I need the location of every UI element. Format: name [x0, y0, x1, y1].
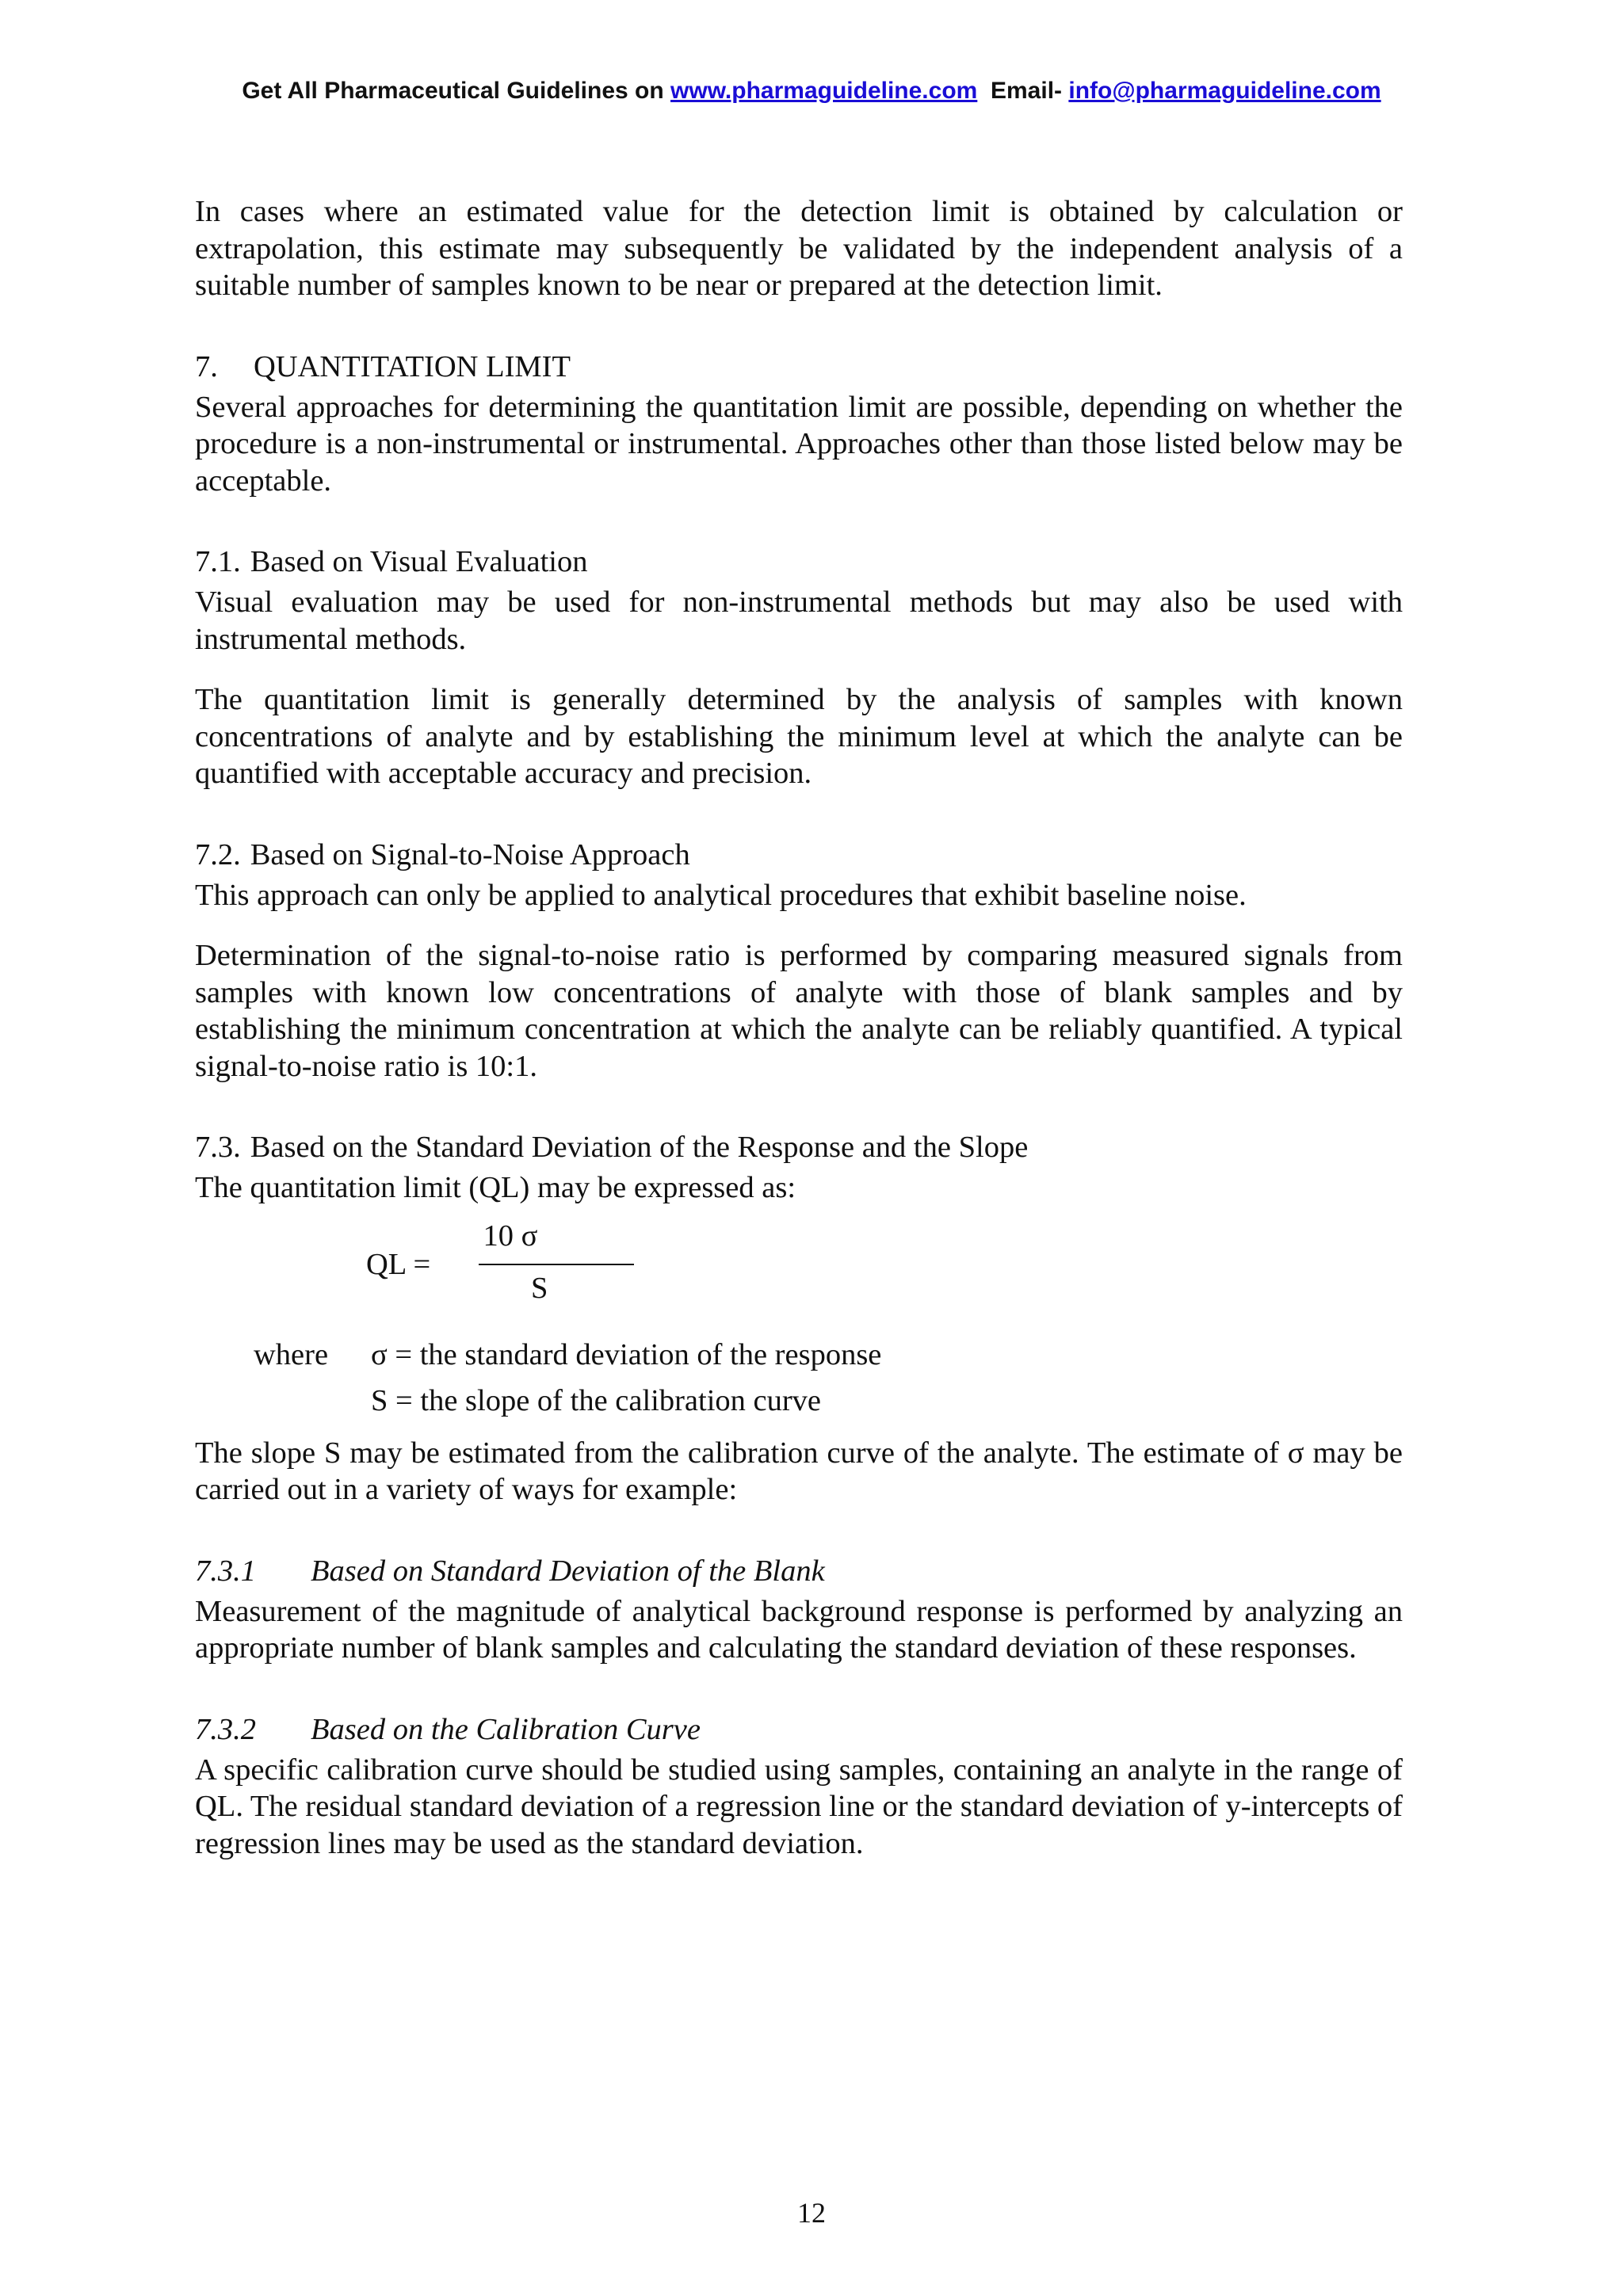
email-label: Email- — [977, 78, 1069, 104]
section-7-3-2-heading — [195, 1707, 1403, 1752]
section-7-3-title: Based on the Standard Deviation of the Response and the Slope — [250, 1131, 1029, 1164]
section-7-3-number: 7.3. — [195, 1131, 241, 1164]
section-7-3-2-number: 7.3.2 — [195, 1712, 256, 1746]
section-7-3-1-title: Based on Standard Deviation of the Blank — [311, 1554, 825, 1588]
section-7-2-paragraph-1: This approach can only be applied to analytical procedures that exhibit baseline noise. — [195, 878, 1247, 912]
section-7-paragraph: Several approaches for determining the quantitation limit are possible, depending on whether the procedure is a non-instrumental or instrumental. Approaches other than those listed below may be acceptable. — [195, 390, 1403, 498]
section-7-2-heading — [195, 833, 1403, 877]
section-7-1-paragraph-2: The quantitation limit is generally determined by the analysis of samples with known concentrations of analyte and by establishing the minimum level at which the analyte can be quantified with acceptable accuracy and precision. — [195, 683, 1403, 790]
section-7-2-paragraph-2: Determination of the signal-to-noise ratio is performed by comparing measured signals from samples with known low concentrations of analyte with those of blank samples and by establishing the minimum concentration at which the analyte can be reliably quantified. A typical signal-to-noise ratio is 10:1. — [195, 939, 1403, 1083]
section-7-3-1-paragraph: Measurement of the magnitude of analytical background response is performed by analyzing an appropriate number of blank samples and calculating the standard deviation of these responses. — [195, 1594, 1403, 1665]
page-header — [0, 78, 1623, 105]
formula-denominator: S — [531, 1271, 548, 1305]
section-7-1-heading — [195, 540, 1403, 584]
section-7-3-1-number: 7.3.1 — [195, 1554, 256, 1588]
section-7-1-number: 7.1. — [195, 545, 241, 578]
section-7-3-2-paragraph: A specific calibration curve should be studied using samples, containing an analyte in the range of QL. The residual standard deviation of a regression line or the standard deviation of y-intercepts of regression lines may be used as the standard deviation. — [195, 1753, 1403, 1860]
section-7-2-title: Based on Signal-to-Noise Approach — [250, 837, 690, 871]
page-number: 12 — [797, 2197, 826, 2229]
section-7-2-number: 7.2. — [195, 837, 241, 871]
section-7-3-paragraph: The slope S may be estimated from the calibration curve of the analyte. The estimate of σ may be carried out in a variety of ways for example: — [195, 1436, 1403, 1506]
section-7-heading — [195, 345, 1403, 389]
quantitation-limit-formula — [195, 1218, 1403, 1337]
section-7-1-title: Based on Visual Evaluation — [250, 545, 588, 578]
definition-sigma: σ = the standard deviation of the response — [371, 1337, 882, 1371]
website-link[interactable]: www.pharmaguideline.com — [670, 78, 978, 104]
section-7-title: QUANTITATION LIMIT — [254, 349, 571, 383]
section-7-3-heading — [195, 1125, 1403, 1169]
formula-lhs: QL = — [366, 1247, 431, 1281]
section-7-number: 7. — [195, 349, 218, 383]
document-body — [195, 193, 1403, 1862]
section-7-3-1-heading — [195, 1549, 1403, 1593]
section-7-1-paragraph-1: Visual evaluation may be used for non-instrumental methods but may also be used with instrumental methods. — [195, 585, 1403, 656]
definition-slope: S = the slope of the calibration curve — [371, 1383, 822, 1417]
formula-numerator: 10 σ — [483, 1219, 538, 1253]
section-7-3-intro: The quantitation limit (QL) may be expressed as: — [195, 1171, 796, 1204]
where-label: where — [254, 1337, 329, 1371]
section-7-3-2-title: Based on the Calibration Curve — [311, 1712, 701, 1746]
formula-definitions — [195, 1337, 1403, 1435]
fraction-bar — [479, 1264, 634, 1265]
email-link[interactable]: info@pharmaguideline.com — [1068, 78, 1381, 104]
intro-paragraph: In cases where an estimated value for the detection limit is obtained by calculation or extrapolation, this estimate may subsequently be validated by the independent analysis of a suitable number of samples known to be near or prepared at the detection limit. — [195, 195, 1403, 302]
header-prefix: Get All Pharmaceutical Guidelines on — [242, 78, 671, 104]
